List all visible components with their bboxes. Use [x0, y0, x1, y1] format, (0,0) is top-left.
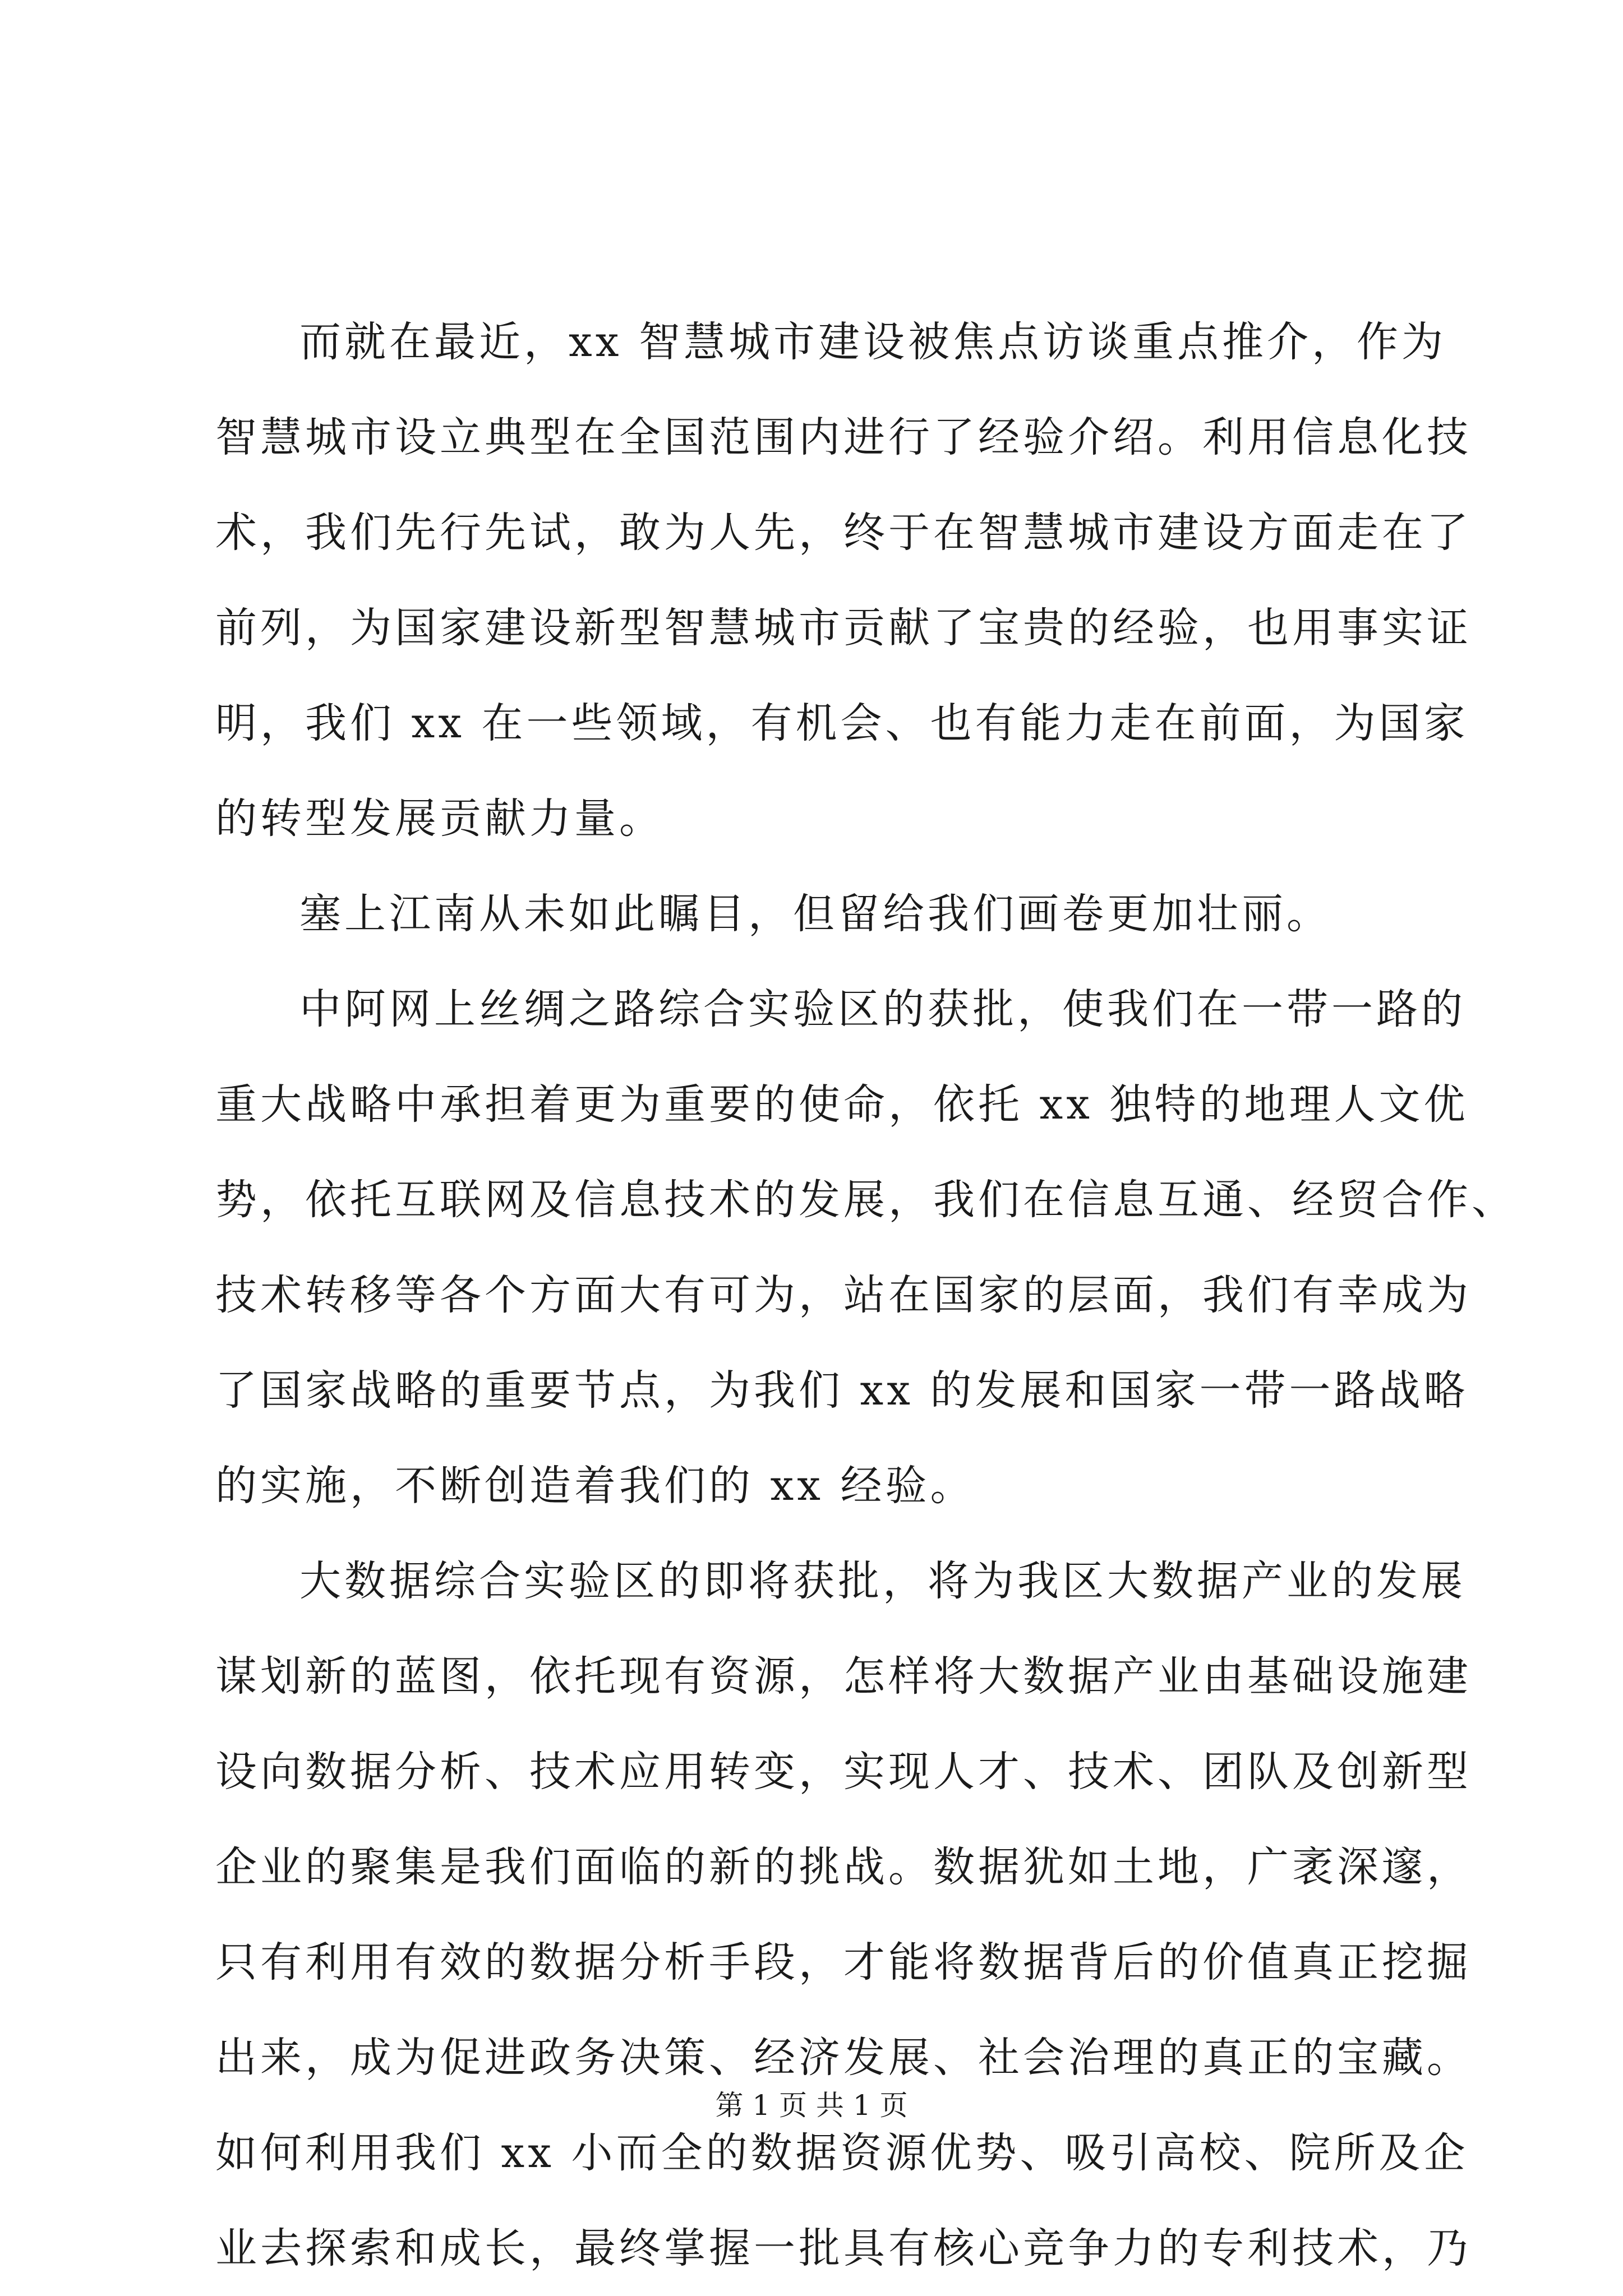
paragraph-line: 的实施，不断创造着我们的 xx 经验。 [215, 1462, 975, 1510]
paragraph-line: 势，依托互联网及信息技术的发展，我们在信息互通、经贸合作、 [215, 1176, 1516, 1224]
paragraph-line: 前列，为国家建设新型智慧城市贡献了宝贵的经验，也用事实证 [215, 604, 1472, 652]
paragraph-line: 业去探索和成长，最终掌握一批具有核心竞争力的专利技术，乃 [215, 2224, 1472, 2272]
paragraph-line: 技术转移等各个方面大有可为，站在国家的层面，我们有幸成为 [215, 1271, 1472, 1319]
paragraph-line: 术，我们先行先试，敢为人先，终于在智慧城市建设方面走在了 [215, 509, 1472, 557]
paragraph-line: 大数据综合实验区的即将获批，将为我区大数据产业的发展 [299, 1557, 1466, 1605]
paragraph-line: 中阿网上丝绸之路综合实验区的获批，使我们在一带一路的 [299, 985, 1466, 1033]
paragraph-line: 谋划新的蓝图，依托现有资源，怎样将大数据产业由基础设施建 [215, 1652, 1472, 1701]
paragraph-line: 只有利用有效的数据分析手段，才能将数据背后的价值真正挖掘 [215, 1938, 1472, 1987]
page-footer: 第 1 页 共 1 页 [715, 2089, 908, 2122]
paragraph-line: 智慧城市设立典型在全国范围内进行了经验介绍。利用信息化技 [215, 413, 1472, 461]
paragraph-line: 出来，成为促进政务决策、经济发展、社会治理的真正的宝藏。 [215, 2034, 1472, 2082]
paragraph-line: 的转型发展贡献力量。 [215, 794, 664, 843]
paragraph-line: 设向数据分析、技术应用转变，实现人才、技术、团队及创新型 [215, 1748, 1472, 1796]
paragraph-line: 了国家战略的重要节点，为我们 xx 的发展和国家一带一路战略 [215, 1366, 1469, 1415]
paragraph-line: 明，我们 xx 在一些领域，有机会、也有能力走在前面，为国家 [215, 699, 1469, 747]
paragraph-line: 企业的聚集是我们面临的新的挑战。数据犹如土地，广袤深邃， [215, 1843, 1472, 1891]
paragraph-line: 重大战略中承担着更为重要的使命，依托 xx 独特的地理人文优 [215, 1080, 1469, 1129]
paragraph-line: 而就在最近，xx 智慧城市建设被焦点访谈重点推介，作为 [299, 318, 1446, 366]
paragraph-line: 如何利用我们 xx 小而全的数据资源优势、吸引高校、院所及企 [215, 2129, 1469, 2177]
paragraph-line: 塞上江南从未如此瞩目，但留给我们画卷更加壮丽。 [299, 890, 1331, 938]
body-text [215, 294, 1516, 2296]
